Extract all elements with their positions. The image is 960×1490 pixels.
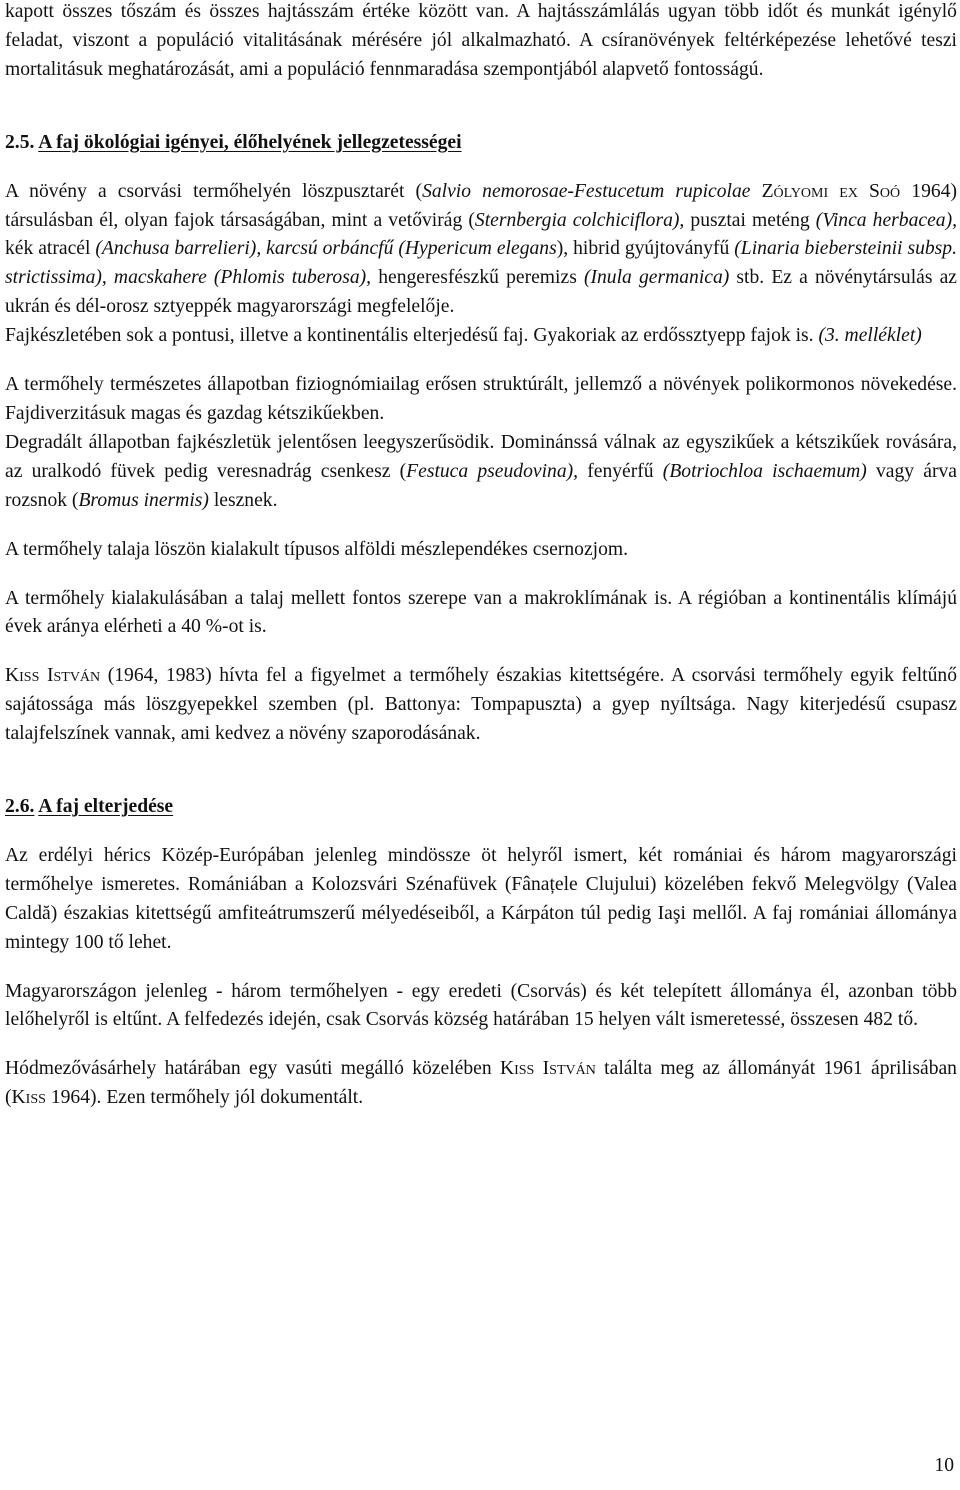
text-run: 1964). Ezen termőhely jól dokumentált.: [45, 1087, 364, 1109]
author-name: Kiss István: [5, 665, 101, 687]
author-name: Kiss István: [499, 1058, 596, 1080]
text-run: találta meg az állományát 1961 áprilisában (: [5, 1058, 957, 1109]
text-run: A termőhely természetes állapotban fiziognómiailag erősen struktúrált, jellemző a növények polikormonos növekedése. Fajdiverzitásuk magas és gazdag kétszikűekben.: [5, 374, 957, 424]
document-page: [5, 0, 957, 1113]
text-run: lesznek.: [208, 489, 278, 511]
section-title: A faj elterjedése: [38, 796, 174, 818]
appendix-reference: (3. melléklet): [818, 325, 922, 347]
intro-line-3: csíranövények feltérképezése lehetővé teszi mortalitásuk meghatározását, ami a populáció: [5, 29, 958, 80]
paragraph-hodmezovasarhely: [5, 1055, 957, 1113]
species-name: (Vinca herbacea),: [815, 209, 957, 231]
text-run: stb. Ez a növénytársulás az ukrán és dél-orosz sztyeppék magyarországi megfelelője.: [5, 267, 958, 318]
section-heading-2-6: [5, 793, 957, 822]
paragraph-climate: A termőhely kialakulásában a talaj mellett fontos szerepe van a makroklímának is. A régióban a kontinentális klímájú évek aránya elérheti a 40 %-ot is.: [5, 587, 957, 638]
paragraph-structure: [5, 371, 957, 429]
text-run: vagy árva rozsnok (: [5, 460, 958, 511]
species-name: Sternbergia colchiciflora),: [474, 209, 685, 231]
paragraph-soil: A termőhely talaja löszön kialakult típusos alföldi mészlependékes csernozjom.: [5, 538, 629, 560]
species-name: (Linaria biebersteinii subsp. strictissima), macskahere (Phlomis tuberosa),: [5, 238, 957, 289]
text-run: hengeresfészkű peremizs: [371, 267, 584, 289]
species-name: (Anchusa barrelieri), karcsú orbáncfű (Hypericum elegans: [95, 238, 557, 260]
text-run: fenyérfű: [578, 460, 663, 482]
page-number: 10: [934, 1455, 954, 1476]
section-title: A faj ökológiai igényei, élőhelyének jellegzetességei: [38, 131, 462, 153]
paragraph-degradation: [5, 429, 957, 516]
species-name: Bromus inermis): [78, 489, 209, 511]
section-number: 2.6.: [5, 796, 35, 818]
text-run: pusztai meténg: [684, 209, 816, 231]
text-run: Fajkészletében sok a pontusi, illetve a kontinentális elterjedésű faj. Gyakoriak az erdőssztyepp fajok is.: [5, 325, 819, 347]
author-name: Zólyomi ex Soó: [761, 180, 901, 202]
paragraph-plant-association: [5, 178, 957, 323]
text-run: (1964, 1983) hívta fel a figyelmet a termőhely északias kitettségére. A csorvási termőhely egyik feltűnő sajátossága más löszgyepekkel szemben (pl. Battonya: Tompapuszta) a gyep nyíltsága. Nagy kiterjedésű csupasz talajfelszínek vannak, ami kedvez a növény szaporodásának.: [5, 665, 957, 745]
paragraph-species-pool: [5, 322, 957, 351]
intro-line-2: és munkát igénylő feladat, viszont a populáció vitalitásának mérésére jól alkalmazható. A: [5, 1, 957, 51]
text-run: 1964) társulásban él, olyan fajok társaságában, mint a vetővirág (: [5, 180, 957, 231]
species-name: Festuca pseudovina),: [406, 460, 579, 482]
text-run: Hódmezővásárhely határában egy vasúti megálló közelében: [5, 1058, 500, 1080]
text-run: kék atracél: [5, 238, 96, 260]
paragraph-distribution-hungary: Magyarországon jelenleg - három termőhelyen - egy eredeti (Csorvás) és két telepített állománya él, azonban több lelőhelyről is eltűnt. A felfedezés idején, csak Csorvás község határában 15 helyen vált ismeretessé, összesen 482 tő.: [5, 980, 957, 1031]
text-run: ), hibrid gyújtoványfű: [556, 238, 735, 260]
text-run: Degradált állapotban fajkészletük jelentősen leegyszerűsödik. Dominánssá válnak az egyszikűek a kétszikűek rovására, az uralkodó füvek pedig veresnadrág csenkesz (: [5, 431, 957, 482]
species-name: (Botriochloa ischaemum): [662, 460, 867, 482]
association-name: Salvio nemorosae-Festucetum rupicolae: [422, 180, 751, 202]
intro-line-1: kapott összes tőszám és összes hajtásszám értéke között van. A hajtásszámlálás ugyan több időt: [5, 1, 798, 22]
paragraph-exposure: [5, 662, 957, 749]
paragraph-distribution-europe: Az erdélyi hérics Közép-Európában jelenleg mindössze öt helyről ismert, két romániai és három magyarországi termőhelye ismeretes. Romániában a Kolozsvári Szénafüvek (Fânațele Clujului) közelében fekvő Melegvölgy (Valea Caldă) északias kitettségű amfiteátrumszerű mélyedéseiből, a Kárpáton túl pedig Iaşi mellől. A faj romániai állománya mintegy 100 tő lehet.: [5, 844, 957, 953]
author-name: Kiss: [11, 1087, 46, 1109]
section-heading-2-5: [5, 129, 957, 158]
section-number: 2.5.: [5, 131, 35, 153]
species-name: (Inula germanica): [583, 267, 730, 289]
intro-paragraph: [5, 0, 957, 85]
intro-line-4: fennmaradása szempontjából alapvető fontosságú.: [369, 58, 764, 80]
text-run: A növény a csorvási termőhelyén löszpusztarét (: [5, 180, 423, 202]
